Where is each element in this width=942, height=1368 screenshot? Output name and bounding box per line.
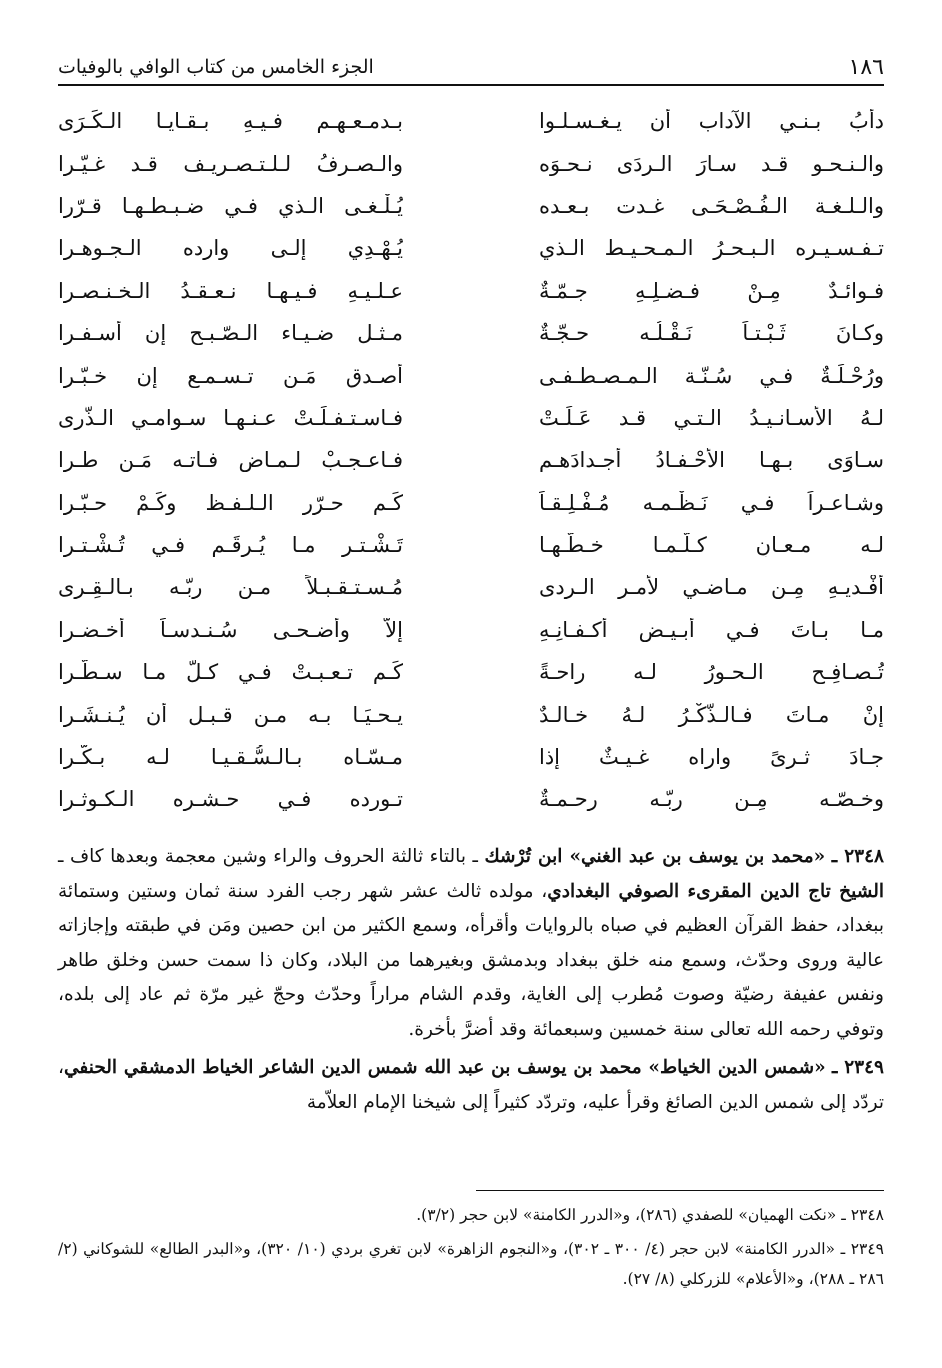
entry-2349 <box>58 1051 884 1120</box>
right-hemistich: لـه مـعـانٍ كـلّـمـا خـطّـهـا <box>539 533 884 558</box>
poem-verse <box>58 270 884 312</box>
poem-verse <box>58 100 884 142</box>
poem-verse <box>58 482 884 524</box>
entry-number: ٢٣٤٩ ـ <box>832 1057 884 1078</box>
entry-text: ـ بالتاء ثالثة الحروف والراء وشين معجمة وبعدها كاف ـ <box>58 846 485 867</box>
footnote-2349: ٢٣٤٩ ـ «الدرر الكامنة» لابن حجر (٤/ ٣٠٠ ـ ٣٠٢)، و«النجوم الزاهرة» لابن تغري بردي (١٠/ ٣٢٠)، و«البدر الطالع» للشوكاني (٢/ ٢٨٦ ـ ٢٨٨)، و«الأعلام» للزركلي (٨/ ٢٧). <box>58 1240 885 1288</box>
right-hemistich: سـاوَى بـهـا الأحْـفـادُ أجـدادَهـم <box>539 448 884 473</box>
poem-verse <box>58 354 884 396</box>
poem-verse <box>58 227 884 269</box>
left-hemistich: تـورده فـي حـشـره الـكـوثـرا <box>58 787 403 812</box>
right-hemistich: تـفـسـيـره الـبـحـرُ الـمـحـيـط الـذي <box>539 236 884 261</box>
poem-verse <box>58 142 884 184</box>
right-hemistich: إنْ مـاتَ فـالـذّكْـرُ لـهُ خـالـدٌ <box>539 702 884 727</box>
right-hemistich: والـنـحـو قـد سـارَ الـردَى نـحـوَه <box>539 151 884 176</box>
poem-verse <box>58 609 884 651</box>
page-header <box>58 40 884 86</box>
left-hemistich: بـدمـعـهـم فـيـهِ بـقـايـا الـكَـرَى <box>58 109 403 134</box>
left-hemistich: يُـلْـغـى الـذي فـي ضـبـطـهـا قـرّرا <box>58 193 403 218</box>
poem-verse <box>58 736 884 778</box>
left-hemistich: تَـشْـتـر مـا يُـرقَـم فـي تُـشْـتـرا <box>58 533 403 558</box>
poem-verse <box>58 778 884 820</box>
footnotes <box>58 1200 884 1298</box>
right-hemistich: فـوائـدٌ مِـنْ فـضـلِـهِ جـمّـةٌ <box>539 278 884 303</box>
running-title: الجزء الخامس من كتاب الوافي بالوفيات <box>58 56 374 78</box>
entry-text: ، تردّد إلى شمس الدين الصائغ وقرأ عليه، وتردّد كثيراً إلى شيخنا الإمام العلاّمة <box>58 1057 884 1113</box>
entry-heading: «محمد بن يوسف بن عبد الغني» ابن تُرْشك <box>484 846 826 867</box>
left-hemistich: يُـهْـدِي إلـى وارده الـجـوهـرا <box>58 236 403 261</box>
left-hemistich: كَـم حـرّر الـلـفـظ وكَـمْ حـبّـرا <box>58 490 403 515</box>
poem <box>58 100 884 821</box>
entry-number: ٢٣٤٨ ـ <box>831 846 884 867</box>
footnote-separator <box>476 1190 884 1191</box>
right-hemistich: لـهُ الأسـانـيـدُ الـتـي قـد عَـلَـتْ <box>539 405 884 430</box>
poem-verse <box>58 566 884 608</box>
right-hemistich: ورُحْـلَـةٌ فـي سُـنّـة الـمـصـطـفـى <box>539 363 884 388</box>
right-hemistich: والـلـغـة الـفُـصْـحَـى غـدت بـعـده <box>539 193 884 218</box>
right-hemistich: تُـصـافِـح الـحـورُ لـه راحـةً <box>539 660 884 685</box>
page-number: ١٨٦ <box>848 55 884 80</box>
entry-heading: «شمس الدين الخياط» محمد بن يوسف بن عبد الله شمس الدين الشاعر الخياط الدمشقي الحنفي <box>63 1057 826 1078</box>
poem-verse <box>58 312 884 354</box>
left-hemistich: فـاعـجـبْ لـمـاضٍ فـاتـه مَـن طـرا <box>58 448 403 473</box>
poem-verse <box>58 693 884 735</box>
poem-verse <box>58 524 884 566</box>
left-hemistich: فـاسـتـفـلَـتْ عـنـهـا سـوامـي الـذُّرى <box>58 405 403 430</box>
poem-verse <box>58 185 884 227</box>
biography-entries <box>58 840 884 1120</box>
left-hemistich: مـثـل ضـيـاء الـصّـبـح إن أسـفـرا <box>58 321 403 346</box>
left-hemistich: أصـدق مَـن تـسـمـع إن خـبّـرا <box>58 363 403 388</box>
right-hemistich: دأبُ بـنـي الآداب أن يـغـسـلـوا <box>539 109 884 134</box>
right-hemistich: أفْـديـهِ مِـن مـاضـي لأمـر الـردى <box>539 575 884 600</box>
left-hemistich: إلاّ وأضـحـى سُـنـدسـاً أخـضـرا <box>58 617 403 642</box>
right-hemistich: وشـاعـراً فـي نَـظْـمـه مُـفْـلِـقـاً <box>539 490 884 515</box>
poem-verse <box>58 439 884 481</box>
left-hemistich: كَـم تـعـبـتْ فـي كـلّ مـا سـطّـرا <box>58 660 403 685</box>
right-hemistich: مـا بـاتَ فـي أبـيـضِ أكـفـانِـهِ <box>539 617 884 642</box>
right-hemistich: جـادَ ثـرىً واراه غـيـثٌ إذا <box>539 745 884 770</box>
poem-verse <box>58 397 884 439</box>
entry-title: الشيخ تاج الدين المقرىء الصوفي البغدادي <box>547 880 884 902</box>
left-hemistich: عـلـيـهِ فـيـهـا نـعـقـدُ الـخـنـصـرا <box>58 278 403 303</box>
entry-text: ، مولده ثالث عشر شهر رجب الفرد سنة ثمان وستين وستمائة ببغداد، حفظ القرآن العظيم في صباه بالروايات وأقرأه، وسمع الكثير من ابن حصين ومَن في طبقته وإجازاته عالية وروى وحدّث، وسمع منه خلق ببغداد وبدمشق وبغيرهما من البلاد، وكان ذا سمت حسن وخلق طاهر ونفس عفيفة رضيّة وصوت مُطرب إلى الغاية، وقدم الشام مراراً وحدّث وحجّ غير مرّة ثم عاد إلى بلده، وتوفي رحمه الله تعالى سنة خمسين وسبعمائة وقد أضرَّ بأخرة. <box>58 880 884 1040</box>
right-hemistich: وكـانَ ثَـبْـتـاً نَـقْـلُـه حـجّـةٌ <box>539 321 884 346</box>
left-hemistich: مُـسـتـقـبـلاً مـن ربّـه بـالـقِـرى <box>58 575 403 600</box>
poem-verse <box>58 651 884 693</box>
entry-2348 <box>58 840 884 1047</box>
left-hemistich: يـحـيَـا بـه مـن قـبـل أن يُـنـشَـرا <box>58 702 403 727</box>
left-hemistich: والـصـرفُ لـلـتـصـريـف قـد غـيّـرا <box>58 151 403 176</box>
footnote-2348: ٢٣٤٨ ـ «نكت الهميان» للصفدي (٢٨٦)، و«الدرر الكامنة» لابن حجر (٣/٢). <box>416 1206 884 1224</box>
right-hemistich: وخـصّـه مِـن ربّـه رحـمـةٌ <box>539 787 884 812</box>
left-hemistich: مـسّـاه بـالـسُّـقـيـا لـه بـكّـرا <box>58 745 403 770</box>
